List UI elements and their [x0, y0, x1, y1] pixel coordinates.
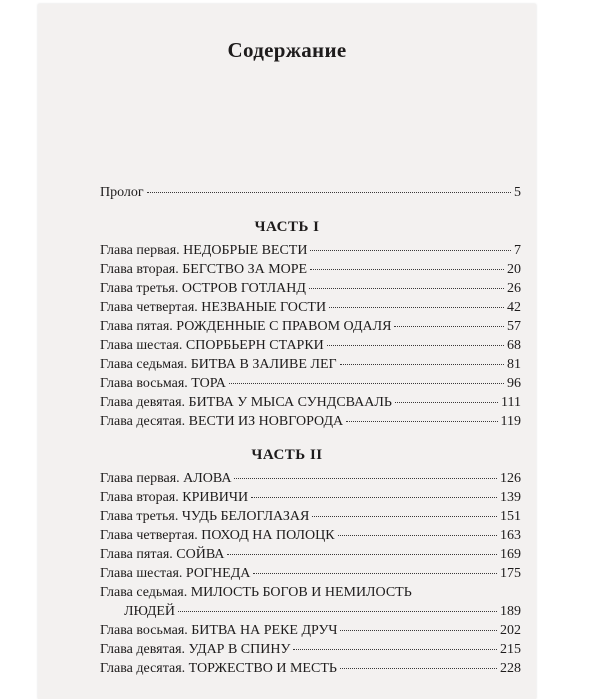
entry-page: 169 [500, 547, 521, 562]
toc-entry [100, 357, 521, 377]
toc-entry-wrapped-first-line [100, 585, 521, 601]
dot-leader [346, 421, 497, 422]
toc-entry [100, 319, 521, 339]
entry-label: Глава шестая. РОГНЕДА [100, 566, 251, 581]
dot-leader [310, 269, 504, 270]
entry-page: 26 [507, 281, 521, 296]
entry-label: Глава шестая. СПОРБЬЕРН СТАРКИ [100, 338, 324, 353]
entry-label: Глава вторая. КРИВИЧИ [100, 490, 249, 505]
toc-entry-prologue [100, 185, 521, 205]
entry-label: Глава четвертая. НЕЗВАНЫЕ ГОСТИ [100, 300, 327, 315]
toc-entry [100, 281, 521, 301]
toc-entry [100, 623, 521, 643]
dot-leader [227, 554, 497, 555]
dot-leader [178, 611, 497, 612]
entry-page: 215 [500, 642, 521, 657]
entry-label: Глава десятая. ВЕСТИ ИЗ НОВГОРОДА [100, 414, 344, 429]
toc-entry [100, 642, 521, 662]
part-heading-2: ЧАСТЬ II [251, 447, 323, 463]
toc-entry [100, 509, 521, 529]
part-heading-1: ЧАСТЬ I [254, 219, 320, 235]
entry-label: Глава десятая. ТОРЖЕСТВО И МЕСТЬ [100, 661, 337, 676]
entry-label: Пролог [100, 185, 144, 200]
entry-label-continued: ЛЮДЕЙ [124, 604, 176, 619]
toc-entry [100, 414, 521, 434]
entry-page: 111 [501, 395, 521, 410]
table-of-contents [38, 4, 536, 699]
toc-entry [100, 547, 521, 567]
dot-leader [329, 307, 504, 308]
toc-entry [100, 528, 521, 548]
toc-entry [100, 243, 521, 263]
entry-page: 20 [507, 262, 521, 277]
dot-leader [293, 649, 497, 650]
entry-page: 68 [507, 338, 521, 353]
entry-label: Глава седьмая. МИЛОСТЬ БОГОВ И НЕМИЛОСТЬ [100, 585, 412, 600]
dot-leader [327, 345, 504, 346]
entry-page: 175 [500, 566, 521, 581]
dot-leader [340, 364, 504, 365]
toc-entry [100, 262, 521, 282]
entry-page: 7 [514, 243, 521, 258]
entry-page: 228 [500, 661, 521, 676]
entry-label: Глава четвертая. ПОХОД НА ПОЛОЦК [100, 528, 335, 543]
dot-leader [395, 402, 498, 403]
page-title: Содержание [227, 38, 347, 62]
dot-leader [253, 573, 497, 574]
entry-label: Глава третья. ЧУДЬ БЕЛОГЛАЗАЯ [100, 509, 310, 524]
dot-leader [340, 668, 497, 669]
entry-label: Глава третья. ОСТРОВ ГОТЛАНД [100, 281, 306, 296]
dot-leader [251, 497, 497, 498]
dot-leader [394, 326, 504, 327]
dot-leader [234, 478, 497, 479]
toc-entry [100, 300, 521, 320]
entry-page: 189 [500, 604, 521, 619]
entry-page: 81 [507, 357, 521, 372]
toc-entry [100, 395, 521, 415]
entry-page: 96 [507, 376, 521, 391]
entry-label: Глава восьмая. БИТВА НА РЕКЕ ДРУЧ [100, 623, 338, 638]
dot-leader [312, 516, 497, 517]
entry-label: Глава первая. НЕДОБРЫЕ ВЕСТИ [100, 243, 308, 258]
entry-page: 202 [500, 623, 521, 638]
entry-label: Глава вторая. БЕГСТВО ЗА МОРЕ [100, 262, 308, 277]
dot-leader [309, 288, 504, 289]
entry-page: 126 [500, 471, 521, 486]
dot-leader [310, 250, 511, 251]
toc-entry [100, 338, 521, 358]
toc-entry [100, 661, 521, 681]
entry-label: Глава восьмая. ТОРА [100, 376, 226, 391]
entry-label: Глава девятая. УДАР В СПИНУ [100, 642, 291, 657]
dot-leader [338, 535, 497, 536]
dot-leader [229, 383, 504, 384]
entry-label: Глава девятая. БИТВА У МЫСА СУНДСВААЛЬ [100, 395, 392, 410]
entry-label: Глава пятая. РОЖДЕННЫЕ С ПРАВОМ ОДАЛЯ [100, 319, 392, 334]
toc-entry [100, 471, 521, 491]
entry-page: 119 [500, 414, 521, 429]
toc-entry-wrapped-second-line [124, 604, 521, 624]
dot-leader [147, 192, 511, 193]
toc-entry [100, 566, 521, 586]
entry-page: 42 [507, 300, 521, 315]
book-page [38, 4, 536, 699]
entry-page: 163 [500, 528, 521, 543]
entry-page: 5 [514, 185, 521, 200]
entry-page: 57 [507, 319, 521, 334]
entry-page: 151 [500, 509, 521, 524]
toc-entry [100, 376, 521, 396]
dot-leader [340, 630, 497, 631]
entry-label: Глава первая. АЛОВА [100, 471, 232, 486]
toc-entry [100, 490, 521, 510]
entry-label: Глава пятая. СОЙВА [100, 547, 225, 562]
entry-page: 139 [500, 490, 521, 505]
entry-label: Глава седьмая. БИТВА В ЗАЛИВЕ ЛЕГ [100, 357, 337, 372]
